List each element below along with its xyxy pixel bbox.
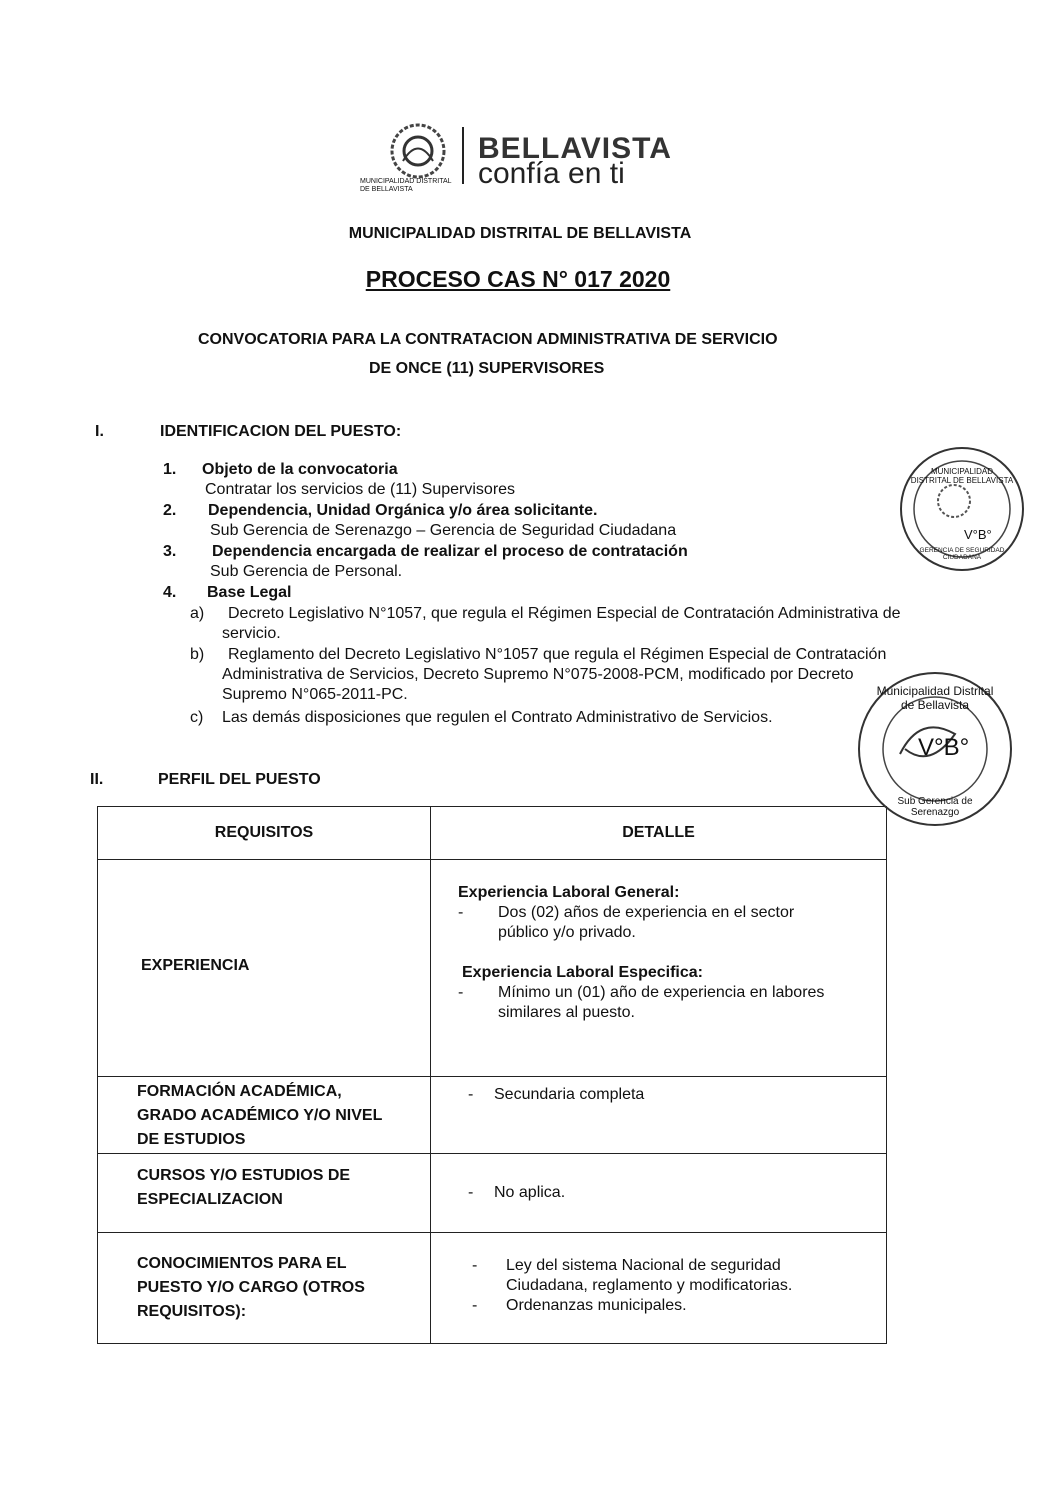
item1-title: Objeto de la convocatoria (202, 461, 398, 478)
conocimientos-detail2: Ordenanzas municipales. (506, 1297, 687, 1314)
item2-text: Sub Gerencia de Serenazgo – Gerencia de Seguridad Ciudadana (210, 522, 677, 539)
exp-specific-title: Experiencia Laboral Especifica: (462, 964, 703, 981)
table-row (98, 1154, 887, 1233)
item4-num: 4. (163, 584, 177, 601)
logo-brand-line2: confía en ti (478, 157, 625, 190)
formacion-label-line3: DE ESTUDIOS (137, 1131, 246, 1148)
logo-divider (462, 127, 464, 184)
item2-num: 2. (163, 502, 177, 519)
exp-general-title: Experiencia Laboral General: (458, 884, 680, 901)
stamp2-top-text: Municipalidad Distrital de Bellavista (876, 684, 994, 712)
legal-b-line1: Reglamento del Decreto Legislativo N°1057 que regula el Régimen Especial de Contratación (228, 646, 887, 663)
legal-a-line1: Decreto Legislativo N°1057, que regula el Régimen Especial de Contratación Administrativa de (228, 605, 901, 622)
formacion-label-line2: GRADO ACADÉMICO Y/O NIVEL (137, 1107, 383, 1124)
cursos-label-line2: ESPECIALIZACION (137, 1191, 283, 1208)
formacion-label-line1: FORMACIÓN ACADÉMICA, (137, 1083, 342, 1100)
exp-general-line1: Dos (02) años de experiencia en el sector (498, 904, 795, 921)
stamp2-vb: V°B° (918, 734, 970, 761)
table-header-row (98, 807, 887, 860)
legal-b-line3: Supremo N°065-2011-PC. (222, 686, 408, 703)
conocimientos-detail1-line1: Ley del sistema Nacional de seguridad (506, 1257, 781, 1274)
row-cursos-label (98, 1154, 431, 1233)
header-requisitos: REQUISITOS (98, 807, 431, 860)
stamp1-bottom-text: GERENCIA DE SEGURIDAD CIUDADANA (919, 547, 1005, 561)
dash-icon: - (472, 1257, 478, 1274)
approval-stamp-seguridad (900, 447, 1024, 571)
item1-num: 1. (163, 461, 177, 478)
section2-numeral: II. (90, 771, 104, 788)
item3-text: Sub Gerencia de Personal. (210, 563, 403, 580)
subtitle-line2: DE ONCE (11) SUPERVISORES (369, 360, 605, 377)
organization-name: MUNICIPALIDAD DISTRITAL DE BELLAVISTA (348, 225, 692, 242)
section2-title: PERFIL DEL PUESTO (158, 771, 321, 788)
row-conocimientos-label (98, 1233, 431, 1344)
table-row (98, 1077, 887, 1154)
cursos-label-line1: CURSOS Y/O ESTUDIOS DE (137, 1167, 351, 1184)
legal-c-line1: Las demás disposiciones que regulen el Contrato Administrativo de Servicios. (222, 709, 773, 726)
item3-num: 3. (163, 543, 177, 560)
logo-small-text: MUNICIPALIDAD DISTRITAL DE BELLAVISTA (360, 178, 452, 193)
dash-icon: - (472, 1297, 478, 1314)
conocimientos-label-line1: CONOCIMIENTOS PARA EL (137, 1255, 347, 1272)
exp-specific-line1: Mínimo un (01) año de experiencia en labores (498, 984, 825, 1001)
subtitle-line1: CONVOCATORIA PARA LA CONTRATACION ADMINISTRATIVA DE SERVICIO (198, 331, 778, 348)
stamp1-vb: V°B° (964, 527, 992, 542)
stamp2-bottom-text: Sub Gerencia de Serenazgo (897, 796, 973, 818)
item1-text: Contratar los servicios de (11) Supervisores (205, 481, 516, 498)
section1-title: IDENTIFICACION DEL PUESTO: (160, 423, 402, 440)
experiencia-label: EXPERIENCIA (141, 957, 250, 974)
item4-title: Base Legal (207, 584, 292, 601)
row-conocimientos-detail (431, 1233, 887, 1344)
item3-title: Dependencia encargada de realizar el proceso de contratación (212, 543, 688, 560)
conocimientos-label-line2: PUESTO Y/O CARGO (OTROS (137, 1279, 365, 1296)
legal-a-line2: servicio. (222, 625, 281, 642)
row-formacion-detail (431, 1077, 887, 1154)
legal-b-line2: Administrativa de Servicios, Decreto Supremo N°075-2008-PCM, modificado por Decreto (222, 666, 854, 683)
legal-b-letter: b) (190, 646, 205, 663)
exp-specific-line2: similares al puesto. (498, 1004, 635, 1021)
row-experiencia-detail (431, 860, 887, 1077)
dash-icon: - (458, 984, 464, 1001)
header-detalle: DETALLE (431, 807, 887, 860)
table-row (98, 1233, 887, 1344)
conocimientos-label-line3: REQUISITOS): (137, 1303, 247, 1320)
logo-brand-line1: BELLAVISTA (478, 132, 672, 165)
row-cursos-detail (431, 1154, 887, 1233)
formacion-detail: Secundaria completa (494, 1086, 645, 1103)
stamp1-top-text: MUNICIPALIDAD DISTRITAL DE BELLAVISTA (910, 467, 1014, 485)
requirements-table (97, 806, 887, 1344)
legal-a-letter: a) (190, 605, 205, 622)
table-row (98, 860, 887, 1077)
cursos-detail: No aplica. (494, 1184, 566, 1201)
row-formacion-label (98, 1077, 431, 1154)
dash-icon: - (468, 1184, 474, 1201)
exp-general-line2: público y/o privado. (498, 924, 636, 941)
approval-stamp-serenazgo (858, 672, 1012, 826)
item2-title: Dependencia, Unidad Orgánica y/o área solicitante. (208, 502, 598, 519)
seal-emblem-icon (373, 116, 463, 186)
section1-numeral: I. (95, 423, 104, 440)
row-experiencia-label (98, 860, 431, 1077)
process-title: PROCESO CAS N° 017 2020 (365, 266, 671, 292)
legal-c-letter: c) (190, 709, 204, 726)
dash-icon: - (468, 1086, 474, 1103)
conocimientos-detail1-line2: Ciudadana, reglamento y modificatorias. (506, 1277, 793, 1294)
dash-icon: - (458, 904, 464, 921)
